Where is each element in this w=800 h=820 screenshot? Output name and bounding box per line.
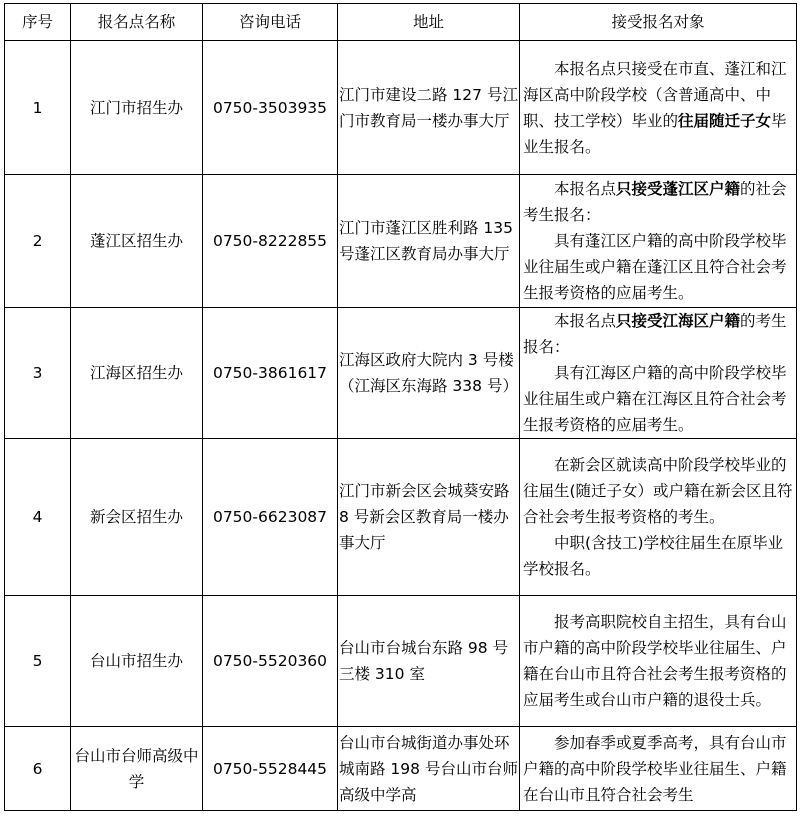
row-name: 江海区招生办 xyxy=(71,308,203,439)
row-no: 4 xyxy=(5,439,71,596)
row-address: 江海区政府大院内 3 号楼（江海区东海路 338 号） xyxy=(338,308,520,439)
row-target: 报考高职院校自主招生，具有台山市户籍的高中阶段学校毕业往届生、户籍在台山市且符合社会考生报考资格的应届考生或台山市户籍的退役士兵。 xyxy=(520,596,797,727)
emphasis-text: 只接受江海区户籍 xyxy=(616,312,741,330)
row-target: 本报名点只接受蓬江区户籍的社会考生报名： 具有蓬江区户籍的高中阶段学校毕业往届生或户籍在蓬江区且符合社会考生报考资格的应届考生。 xyxy=(520,175,797,308)
row-no: 5 xyxy=(5,596,71,727)
row-no: 3 xyxy=(5,308,71,439)
row-phone: 0750-3861617 xyxy=(203,308,338,439)
row-no: 2 xyxy=(5,175,71,308)
table-row xyxy=(5,439,797,596)
header-address: 地址 xyxy=(338,4,520,41)
row-address: 台山市台城街道办事处环城南路 198 号台山市台师高级中学高 xyxy=(338,727,520,811)
emphasis-text: 只接受蓬江区户籍 xyxy=(616,180,741,198)
row-target: 本报名点只接受在市直、蓬江和江海区高中阶段学校（含普通高中、中职、技工学校）毕业的往届随迁子女毕业生报名。 xyxy=(520,41,797,175)
table-row xyxy=(5,41,797,175)
table-row xyxy=(5,727,797,811)
row-phone: 0750-5528445 xyxy=(203,727,338,811)
row-target: 本报名点只接受江海区户籍的考生报名： 具有江海区户籍的高中阶段学校毕业往届生或户籍在江海区且符合社会考生报考资格的应届考生。 xyxy=(520,308,797,439)
table-row xyxy=(5,596,797,727)
row-name: 台山市招生办 xyxy=(71,596,203,727)
row-no: 6 xyxy=(5,727,71,811)
row-target: 参加春季或夏季高考，具有台山市户籍的高中阶段学校毕业往届生、户籍在台山市且符合社会考生 xyxy=(520,727,797,811)
row-address: 台山市台城台东路 98 号三楼 310 室 xyxy=(338,596,520,727)
row-phone: 0750-8222855 xyxy=(203,175,338,308)
header-target: 接受报名对象 xyxy=(520,4,797,41)
registration-points-table xyxy=(4,3,797,811)
row-phone: 0750-3503935 xyxy=(203,41,338,175)
table-row xyxy=(5,308,797,439)
row-address: 江门市蓬江区胜利路 135 号蓬江区教育局办事大厅 xyxy=(338,175,520,308)
row-name: 台山市台师高级中学 xyxy=(71,727,203,811)
header-name: 报名点名称 xyxy=(71,4,203,41)
row-phone: 0750-6623087 xyxy=(203,439,338,596)
row-no: 1 xyxy=(5,41,71,175)
table-row xyxy=(5,175,797,308)
row-name: 蓬江区招生办 xyxy=(71,175,203,308)
header-no: 序号 xyxy=(5,4,71,41)
row-phone: 0750-5520360 xyxy=(203,596,338,727)
emphasis-text: 往届随迁子女 xyxy=(678,111,772,130)
row-address: 江门市建设二路 127 号江门市教育局一楼办事大厅 xyxy=(338,41,520,175)
row-name: 新会区招生办 xyxy=(71,439,203,596)
row-address: 江门市新会区会城葵安路 8 号新会区教育局一楼办事大厅 xyxy=(338,439,520,596)
header-row xyxy=(5,4,797,41)
row-name: 江门市招生办 xyxy=(71,41,203,175)
row-target: 在新会区就读高中阶段学校毕业的往届生(随迁子女）或户籍在新会区且符合社会考生报考资格的考生。 中职(含技工)学校往届生在原毕业学校报名。 xyxy=(520,439,797,596)
header-phone: 咨询电话 xyxy=(203,4,338,41)
